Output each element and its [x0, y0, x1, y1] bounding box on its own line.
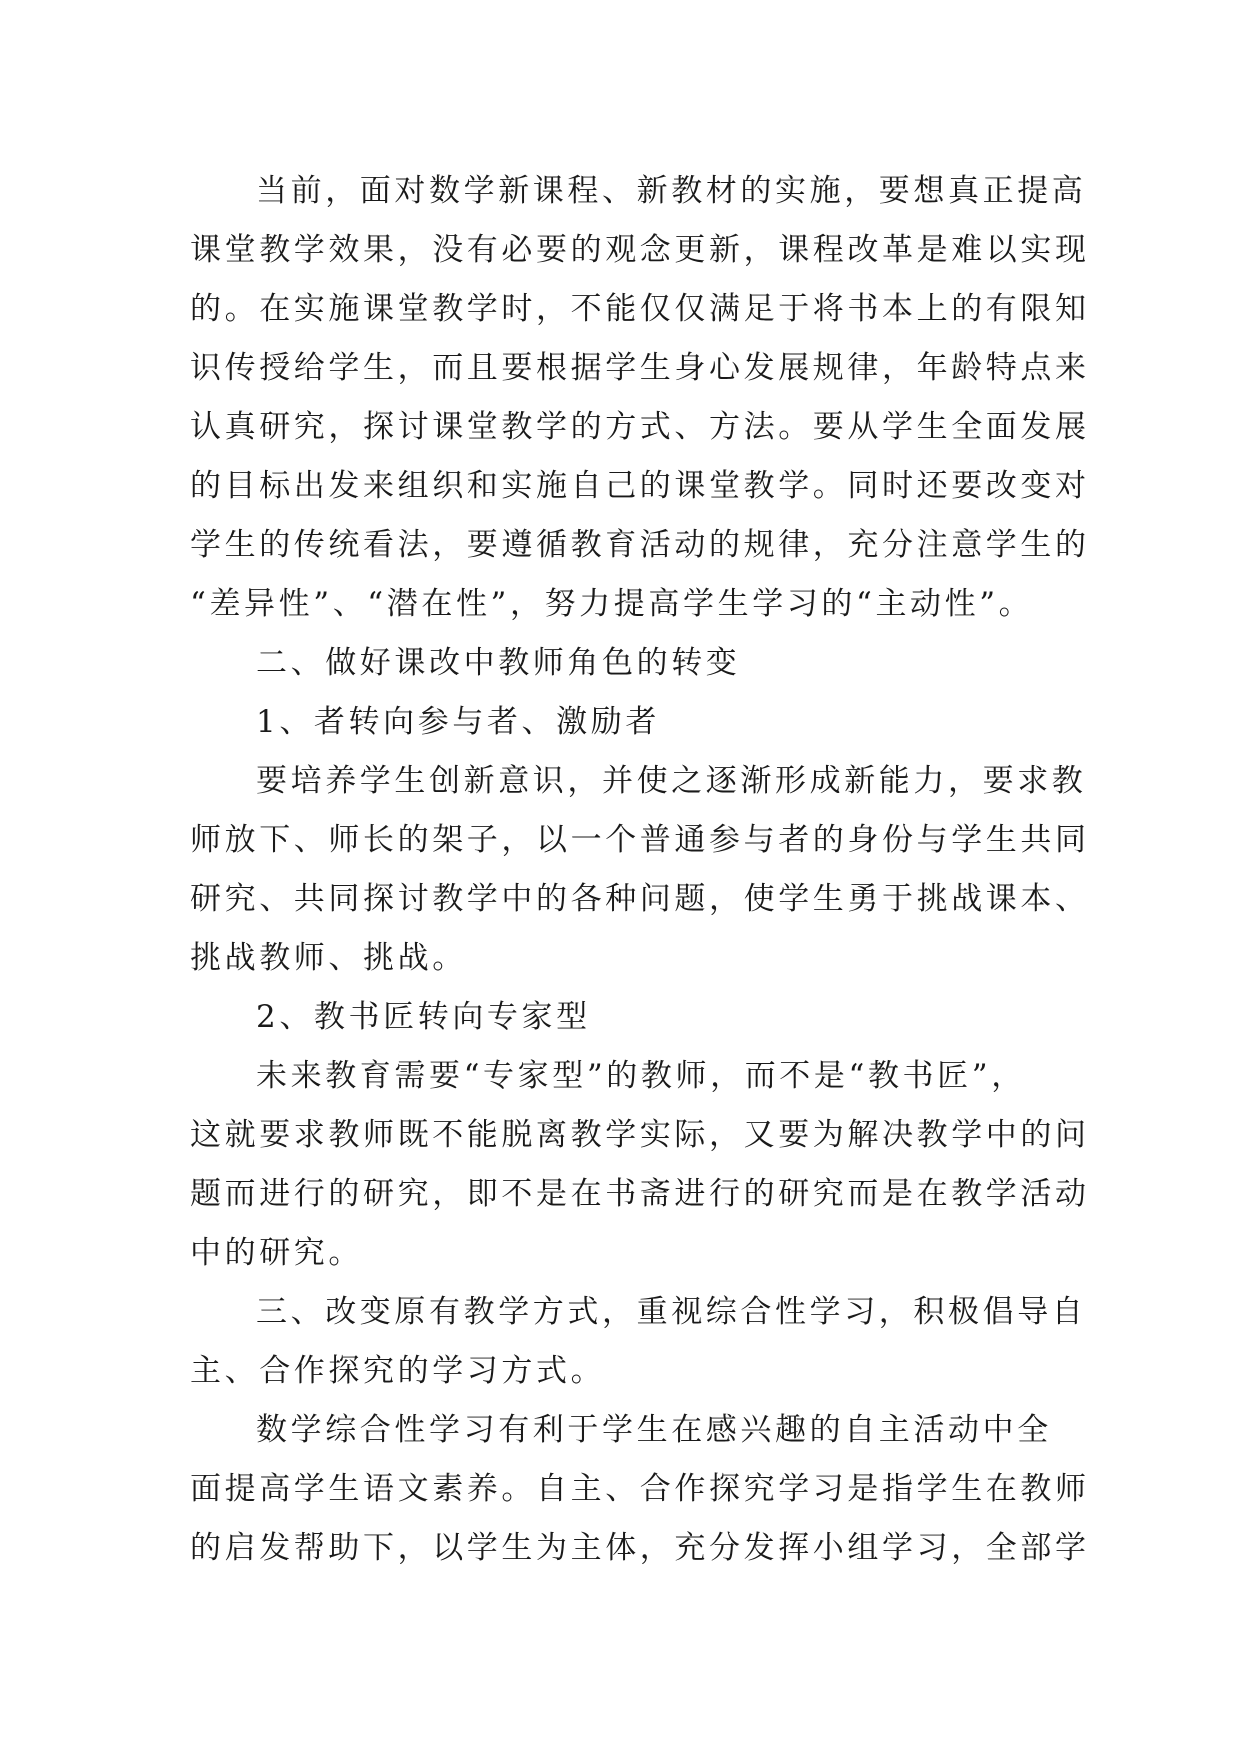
paragraph-line: “差异性”、“潜在性”，努力提高学生学习的“主动性”。 — [190, 586, 1034, 622]
subsection-heading: 1、者转向参与者、激励者 — [256, 704, 660, 740]
paragraph-line: 当前，面对数学新课程、新教材的实施，要想真正提高 — [256, 173, 1087, 209]
paragraph-line: 认真研究，探讨课堂教学的方式、方法。要从学生全面发展 — [190, 409, 1090, 445]
paragraph-line: 课堂教学效果，没有必要的观念更新，课程改革是难以实现 — [190, 232, 1090, 268]
paragraph-line: 师放下、师长的架子，以一个普通参与者的身份与学生共同 — [190, 822, 1090, 858]
paragraph-line: 的启发帮助下，以学生为主体，充分发挥小组学习，全部学 — [190, 1530, 1090, 1566]
paragraph-line: 的。在实施课堂教学时，不能仅仅满足于将书本上的有限知 — [190, 291, 1090, 327]
paragraph-line: 识传授给学生，而且要根据学生身心发展规律，年龄特点来 — [190, 350, 1090, 386]
paragraph-line: 挑战教师、挑战。 — [190, 940, 467, 976]
document-page — [190, 162, 1090, 1578]
paragraph-line: 这就要求教师既不能脱离教学实际，又要为解决教学中的问 — [190, 1117, 1090, 1153]
paragraph-line: 要培养学生创新意识，并使之逐渐形成新能力，要求教 — [256, 763, 1087, 799]
paragraph-line: 中的研究。 — [190, 1235, 363, 1271]
paragraph-line: 学生的传统看法，要遵循教育活动的规律，充分注意学生的 — [190, 527, 1090, 563]
section-heading: 主、合作探究的学习方式。 — [190, 1353, 606, 1389]
paragraph-line: 题而进行的研究，即不是在书斋进行的研究而是在教学活动 — [190, 1176, 1090, 1212]
section-heading: 三、改变原有教学方式，重视综合性学习，积极倡导自 — [256, 1294, 1087, 1330]
paragraph-line: 面提高学生语文素养。自主、合作探究学习是指学生在教师 — [190, 1471, 1090, 1507]
paragraph-line: 未来教育需要“专家型”的教师，而不是“教书匠”， — [256, 1058, 1026, 1094]
paragraph-line: 研究、共同探讨教学中的各种问题，使学生勇于挑战课本、 — [190, 881, 1090, 917]
subsection-heading: 2、教书匠转向专家型 — [256, 999, 591, 1035]
paragraph-line: 的目标出发来组织和实施自己的课堂教学。同时还要改变对 — [190, 468, 1090, 504]
paragraph-line: 数学综合性学习有利于学生在感兴趣的自主活动中全 — [256, 1412, 1052, 1448]
section-heading: 二、做好课改中教师角色的转变 — [256, 645, 741, 681]
